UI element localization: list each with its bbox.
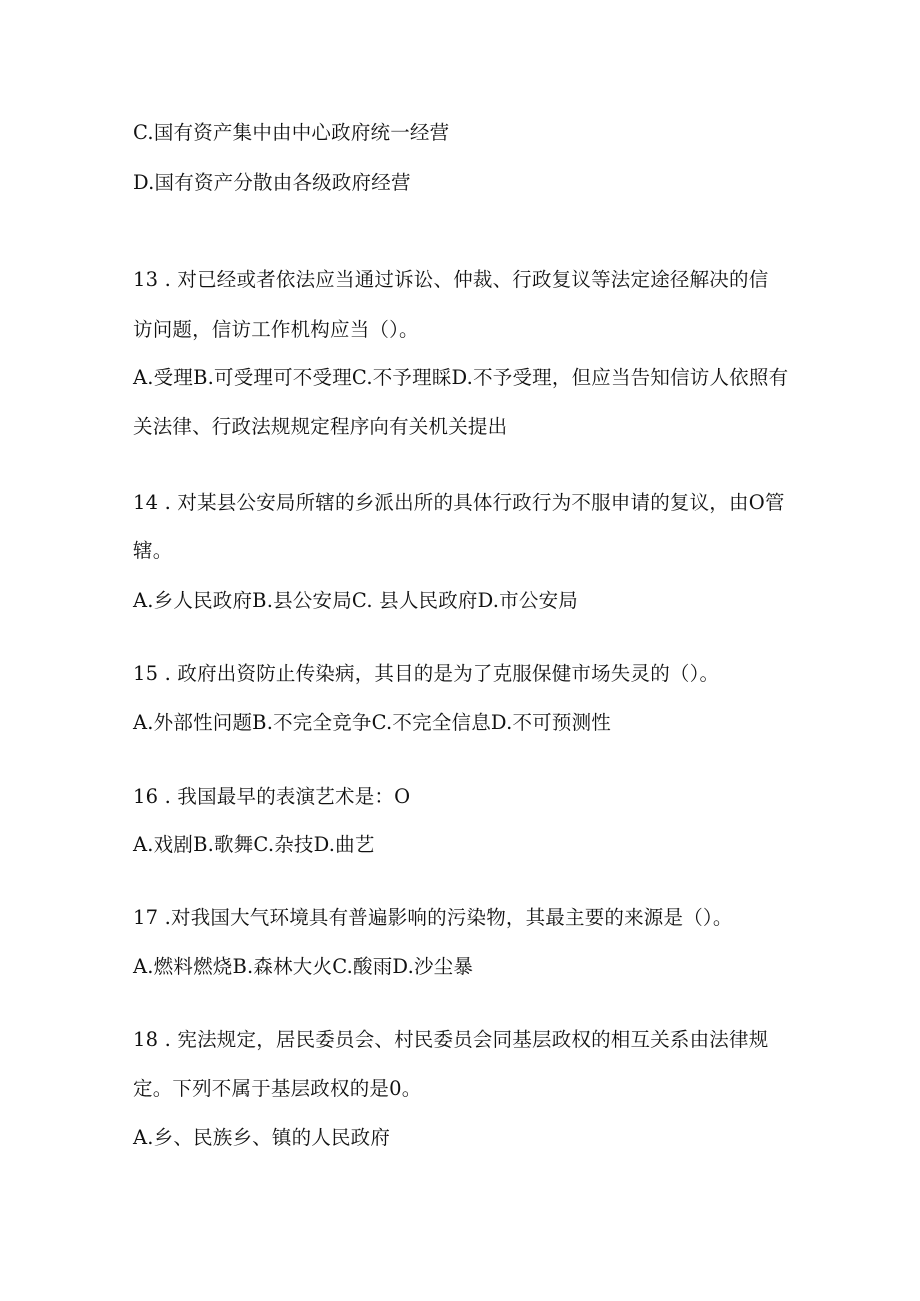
question-16-options: A.戏剧B.歌舞C.杂技D.曲艺 [133, 833, 375, 856]
question-13-options-line-2: 关法律、行政法规规定程序向有关机关提出 [133, 415, 508, 438]
option-c-q12: C.国有资产集中由中心政府统一经营 [133, 121, 450, 144]
question-14-line-1: 14 . 对某县公安局所辖的乡派出所的具体行政行为不服申请的复议，由O管 [133, 491, 785, 514]
question-18-option-a: A.乡、民族乡、镇的人民政府 [133, 1126, 391, 1149]
question-17-options: A.燃料燃烧B.森林大火C.酸雨D.沙尘暴 [133, 955, 474, 978]
question-14-line-2: 辖。 [133, 539, 173, 562]
question-16: 16 . 我国最早的表演艺术是：O [133, 785, 411, 808]
question-13-line-1: 13 . 对已经或者依法应当通过诉讼、仲裁、行政复议等法定途径解决的信 [133, 268, 769, 291]
question-15-options: A.外部性问题B.不完全竞争C.不完全信息D.不可预测性 [133, 711, 611, 734]
question-13-line-2: 访问题，信访工作机构应当（）。 [133, 318, 419, 341]
question-13-options-line-1: A.受理B.可受理可不受理C.不予理睬D.不予受理，但应当告知信访人依照有 [133, 366, 789, 389]
question-18-line-1: 18 . 宪法规定，居民委员会、村民委员会同基层政权的相互关系由法律规 [133, 1028, 769, 1051]
question-17: 17 .对我国大气环境具有普遍影响的污染物，其最主要的来源是（）。 [133, 906, 733, 929]
question-15: 15 . 政府出资防止传染病，其目的是为了克服保健市场失灵的（）。 [133, 662, 720, 685]
option-d-q12: D.国有资产分散由各级政府经营 [133, 171, 411, 194]
question-14-options: A.乡人民政府B.县公安局C. 县人民政府D.市公安局 [133, 589, 578, 612]
question-18-line-2: 定。下列不属于基层政权的是0。 [133, 1077, 422, 1100]
